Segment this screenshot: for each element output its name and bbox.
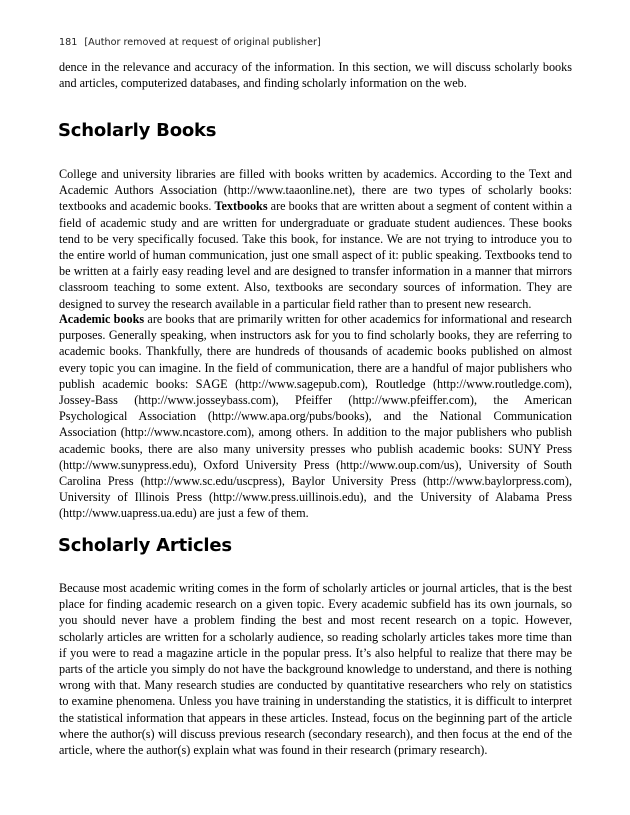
academic-books-paragraph [59,311,572,522]
intro-paragraph: dence in the relevance and accuracy of the information. In this section, we will discuss scholarly books and articles, computerized databases, and finding scholarly information on the web. [59,60,572,91]
scholarly-articles-paragraph: Because most academic writing comes in the form of scholarly articles or journal articles, that is the best place for finding academic research on a given topic. Every academic subfield has its own journals, so you should never have a problem finding the best and most recent research on a topic. However, scholarly articles are written for a scholarly audience, so reading scholarly articles takes more time than if you were to read a magazine article in the popular press. It’s also helpful to realize that there may be parts of the article you simply do not have the background knowledge to understand, and there is nothing wrong with that. Many research studies are conducted by quantitative researchers who rely on statistics to examine phenomena. Unless you have training in understanding the statistics, it is difficult to interpret the statistical information that appears in these articles. Instead, focus on the beginning part of the article where the author(s) will discuss previous research (secondary research), and then focus at the end of the article, where the author(s) explain what was found in their research (primary research). [59,581,572,758]
academic-books-paragraph-body: are books that are primarily written for other academics for informational and research purposes. Generally speaking, when instructors ask for you to find scholarly books, they are referring to academic books. Thankfully, there are hundreds of thousands of academic books published on almost every topic you can imagine. In the field of communication, there are a handful of major publishers who publish academic books: SAGE (http://www.sagepub.com), Routledge (http://www.routledge.com), Jossey-Bass (http://www.josseybass.com), Pfeiffer (http://www.pfeiffer.com), the American Psychological Association (http://www.apa.org/pubs/books), and the National Communication Association (http://www.ncastore.com), among others. In addition to the major publishers who publish academic books, there are also many university presses who publish academic books: SUNY Press (http://www.sunypress.edu), Oxford University Press (http://www.oup.com/us), University of South Carolina Press (http://www.sc.edu/uscpress), Baylor University Press (http://www.baylorpress.com), University of Illinois Press (http://www.press.uillinois.edu), and the University of Alabama Press (http://www.uapress.ua.edu) are just a few of them. [59,312,572,521]
section-heading-scholarly-books: Scholarly Books [58,120,217,141]
page-number: 181 [59,37,78,48]
term-academic-books: Academic books [59,312,145,326]
running-title: [Author removed at request of original publisher] [84,37,321,48]
term-textbooks: Textbooks [214,199,268,214]
running-header [59,37,321,48]
section-heading-scholarly-articles: Scholarly Articles [58,535,232,556]
textbooks-paragraph [59,166,572,312]
textbooks-paragraph-body: are books that are written about a segment of content within a field of academic study and are written for undergraduate or graduate student audiences. These books tend to be very specifically focused. Take this book, for instance. We are not trying to introduce you to the entire world of human communication, just one small aspect of it: public speaking. Textbooks tend to be written at a fairly easy reading level and are designed to transfer information in a manner that mirrors classroom teaching to some extent. Also, textbooks are secondary sources of information. They are designed to survey the research available in a particular field rather than to present new research. [59,199,572,311]
textbooks-paragraph-lead: College and university libraries are filled with books written by academics. According to the Text and Academic Authors Association (http://www.taaonline.net), there are two types of scholarly books: textbooks and academic books. [59,167,572,214]
